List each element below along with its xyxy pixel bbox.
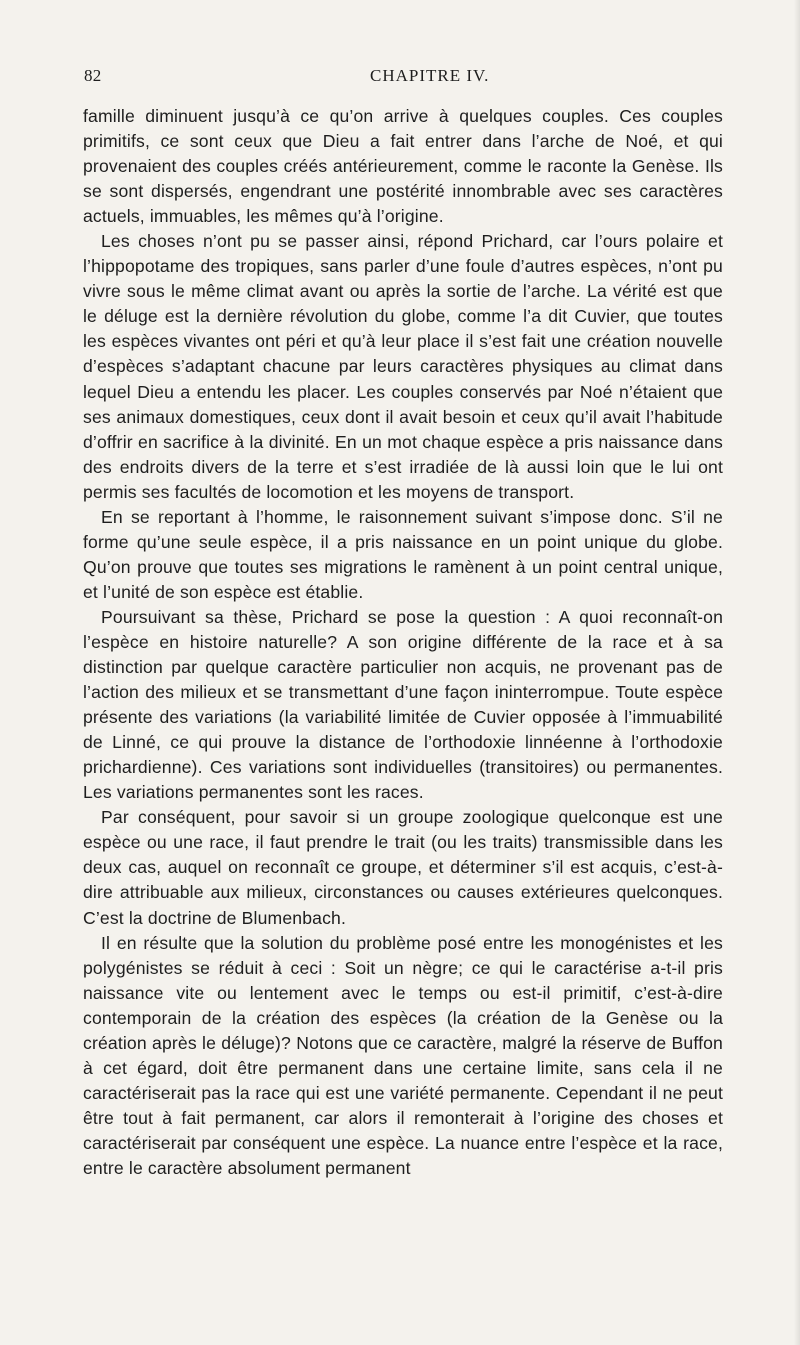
paragraph: Par conséquent, pour savoir si un groupe zoologique quelconque est une espèce ou une race, il faut prendre le trait (ou les traits) transmissible dans les deux cas, auquel on reconnaît ce groupe, et déterminer s’il est acquis, c’est-à-dire attribuable aux milieux, circonstances ou causes extérieures quelconques. C’est la doctrine de Blumenbach. — [83, 807, 723, 928]
paragraph: Les choses n’ont pu se passer ainsi, répond Prichard, car l’ours polaire et l’hippopotame des tropiques, sans parler d’une foule d’autres espèces, n’ont pu vivre sous le même climat avant ou après la sortie de l’arche. La vérité est que le déluge est la dernière révolution du globe, comme l’a dit Cuvier, que toutes les espèces vivantes ont péri et qu’à leur place il s’est fait une création nouvelle d’espèces s’adaptant chacune par leurs caractères physiques au climat dans lequel Dieu a entendu les placer. Les couples conservés par Noé n’étaient que ses animaux domestiques, ceux dont il avait besoin et ceux qu’il avait l’habitude d’offrir en sacrifice à la divinité. En un mot chaque espèce a pris naissance dans des endroits divers de la terre et s’est irradiée de là aussi loin que le lui ont permis ses facultés de locomotion et les moyens de transport. — [83, 231, 723, 502]
paragraph: En se reportant à l’homme, le raisonnement suivant s’impose donc. S’il ne forme qu’une seule espèce, il a pris naissance en un point unique du globe. Qu’on prouve que toutes ses migrations le ramènent à un point central unique, et l’unité de son espèce est établie. — [83, 506, 723, 602]
paragraph: Il en résulte que la solution du problème posé entre les monogénistes et les polygénistes se réduit à ceci : Soit un nègre; ce qui le caractérise a-t-il pris naissance vite ou lentement avec le temps ou est-il primitif, c’est-à-dire contemporain de la création des espèces (la création de la Genèse ou la création après le déluge)? Notons que ce caractère, malgré la réserve de Buffon à cet égard, doit être permanent dans une certaine limite, sans cela il ne caractériserait pas la race qui est une variété permanente. Cependant il ne peut être tout à fait permanent, car alors il remonterait à l’origine des choses et caractériserait par conséquent une espèce. La nuance entre l’espèce et la race, entre le caractère absolument permanent — [83, 932, 723, 1178]
page-number: 82 — [84, 66, 102, 85]
body-text — [83, 104, 723, 1181]
page-header — [84, 66, 719, 92]
chapter-title: CHAPITRE IV. — [370, 66, 490, 85]
paragraph: Poursuivant sa thèse, Prichard se pose la question : A quoi reconnaît-on l’espèce en histoire naturelle? A son origine différente de la race et à sa distinction par quelque caractère particulier non acquis, ne provenant pas de l’action des milieux et se transmettant d’une façon ininterrompue. Toute espèce présente des variations (la variabilité limitée de Cuvier opposée à l’immuabilité de Linné, ce qui prouve la distance de l’orthodoxie linnéenne à l’orthodoxie prichardienne). Ces variations sont individuelles (transitoires) ou permanentes. Les variations permanentes sont les races. — [83, 606, 723, 803]
paragraph: famille diminuent jusqu’à ce qu’on arrive à quelques couples. Ces couples primitifs, ce sont ceux que Dieu a fait entrer dans l’arche de Noé, et qui provenaient des couples créés antérieurement, comme le raconte la Genèse. Ils se sont dispersés, engendrant une postérité innombrable avec ses caractères actuels, immuables, les mêmes qu’à l’origine. — [83, 106, 723, 227]
page-edge-shadow — [794, 0, 800, 1345]
